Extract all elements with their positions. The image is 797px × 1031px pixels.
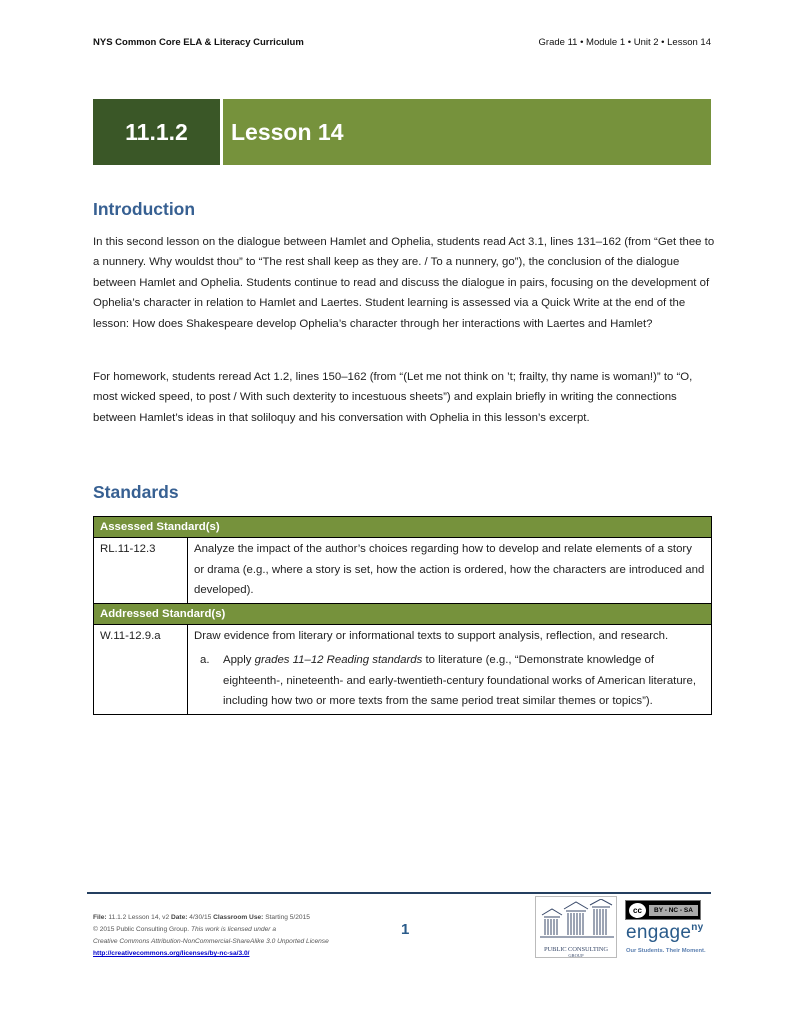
page-header — [93, 37, 711, 51]
introduction-heading: Introduction — [93, 199, 196, 219]
columns-icon — [536, 899, 616, 939]
homework-paragraph: For homework, students reread Act 1.2, lines 150–162 (from “(Let me not think on ’t; frailty, thy name is woman!)” to “O, most wicked speed, to post / With such dexterity to incestuous sheets”) and explain briefly in writing the connections between Hamlet’s ideas in that soliloquy and his conversation with Ophelia in this lesson’s excerpt. — [93, 371, 693, 424]
pcg-logo: PUBLIC CONSULTING GROUP — [535, 896, 617, 958]
intro-paragraph: In this second lesson on the dialogue between Hamlet and Ophelia, students read Act 3.1, lines 131–162 (from “Get thee to a nunnery. Why wouldst thou” to “The rest shall keep as they are. / To a nunnery, go”), the conclusion of the dialogue between Hamlet and Ophelia. Students continue to read and discuss the dialogue in pairs, focusing on the development of Ophelia’s character in relation to Hamlet and Laertes. Student learning is assessed via a Quick Write at the end of the lesson: How does Shakespeare develop Ophelia’s character through her interactions with Laertes and Hamlet? — [93, 236, 715, 330]
engageny-tagline: Our Students. Their Moment. — [626, 948, 706, 954]
standards-heading: Standards — [93, 482, 179, 502]
creative-commons-badge — [625, 900, 701, 920]
copyright-line: © 2015 Public Consulting Group. This work is licensed under a — [93, 926, 276, 933]
curriculum-title: NYS Common Core ELA & Literacy Curriculum — [93, 37, 304, 48]
unit-number: 11.1.2 — [93, 99, 220, 165]
license-link[interactable]: http://creativecommons.org/licenses/by-nc-sa/3.0/ — [93, 950, 250, 957]
cc-license-label: BY - NC - SA — [649, 905, 698, 916]
footer-divider — [87, 892, 711, 894]
lesson-title: Lesson 14 — [223, 99, 711, 165]
lesson-breadcrumb: Grade 11 • Module 1 • Unit 2 • Lesson 14 — [538, 37, 711, 48]
engageny-logo: engage$^{ny}$ — [626, 922, 704, 943]
table-row — [94, 625, 712, 715]
addressed-header-row — [94, 603, 712, 624]
standard-code: RL.11-12.3 — [94, 538, 188, 603]
page-number: 1 — [401, 921, 410, 938]
file-line: File: 11.1.2 Lesson 14, v2 Date: 4/30/15 Classroom Use: Starting 5/2015 — [93, 914, 310, 921]
assessed-header: Assessed Standard(s) — [94, 517, 712, 538]
standard-text: Analyze the impact of the author’s choices regarding how to develop and relate elements of a story or drama (e.g., where a story is set, how the action is ordered, how the characters are introduced and developed). — [188, 538, 712, 603]
assessed-header-row — [94, 517, 712, 538]
standards-table — [93, 516, 712, 715]
list-marker: a. — [200, 654, 210, 667]
standard-text: Draw evidence from literary or informational texts to support analysis, reflection, and research. — [194, 630, 669, 643]
table-row — [94, 538, 712, 603]
license-name: Creative Commons Attribution-NonCommercial-ShareAlike 3.0 Unported License — [93, 938, 329, 945]
footer-info — [93, 912, 329, 960]
sub-standard — [194, 650, 705, 711]
cc-icon: cc — [629, 903, 646, 918]
standard-code: W.11-12.9.a — [94, 625, 188, 715]
standard-cell — [188, 625, 712, 715]
lesson-banner — [93, 99, 711, 165]
addressed-header: Addressed Standard(s) — [94, 603, 712, 624]
sub-standard-text: Apply grades 11–12 Reading standards to literature (e.g., “Demonstrate knowledge of eighteenth-, nineteenth- and early-twentieth-century foundational works of American literature, including how two or more texts from the same period treat similar themes or topics”). — [223, 654, 696, 708]
